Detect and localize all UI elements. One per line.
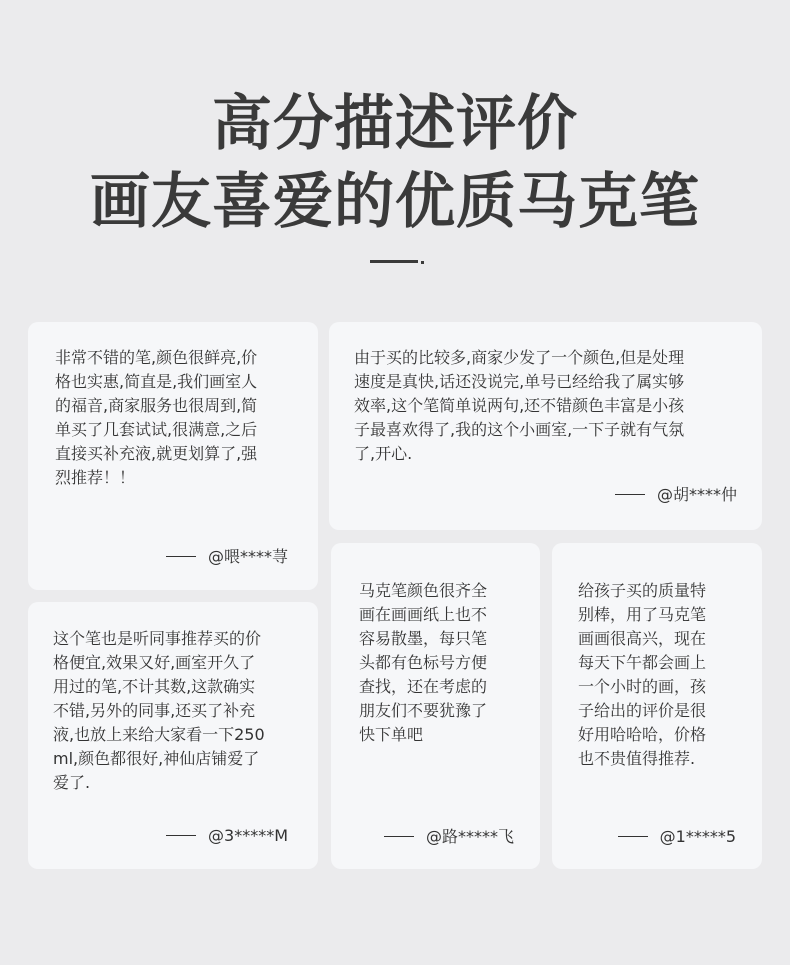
author-dash: [384, 836, 414, 838]
review-card: [552, 543, 762, 869]
author-name: @胡****仲: [656, 485, 737, 504]
review-author: [618, 825, 736, 849]
review-author: [384, 825, 514, 849]
author-name: @1*****5: [659, 827, 736, 846]
author-dash: [166, 556, 196, 558]
review-card: [28, 602, 318, 869]
author-name: @3*****M: [208, 826, 288, 845]
author-name: @路*****飞: [425, 827, 514, 846]
review-text: 非常不错的笔,颜色很鲜亮,价 格也实惠,简直是,我们画室人 的福音,商家服务也很周到,简 单买了几套试试,很满意,之后 直接买补充液,就更划算了,强 烈推荐！！: [55, 348, 258, 487]
review-card: [28, 322, 318, 590]
author-dash: [166, 835, 196, 837]
title-divider: [370, 260, 418, 263]
review-author: [166, 824, 288, 848]
author-dash: [618, 836, 648, 838]
page-title-line-2: 画友喜爱的优质马克笔: [90, 167, 700, 237]
review-text: 给孩子买的质量特 别棒，用了马克笔 画画很高兴，现在 每天下午都会画上 一个小时的画，孩 子给出的评价是很 好用哈哈哈，价格 也不贵值得推荐.: [578, 581, 707, 768]
review-author: [615, 483, 737, 507]
review-card: [329, 322, 762, 530]
review-text: 这个笔也是听同事推荐买的价 格便宜,效果又好,画室开久了 用过的笔,不计其数,这款确实 不错,另外的同事,还买了补充 液,也放上来给大家看一下250 ml,颜色都很好,神仙店铺爱了 爱了.: [53, 629, 265, 792]
author-name: @喂****荨: [207, 547, 288, 566]
page-title-line-1: 高分描述评价: [212, 89, 578, 159]
review-card: [331, 543, 540, 869]
title-divider-dot: [421, 261, 424, 264]
review-text: 马克笔颜色很齐全 画在画画纸上也不 容易散墨，每只笔 头都有色标号方便 查找，还在考虑的 朋友们不要犹豫了 快下单吧: [359, 581, 488, 744]
review-text: 由于买的比较多,商家少发了一个颜色,但是处理 速度是真快,话还没说完,单号已经给我了属实够 效率,这个笔简单说两句,还不错颜色丰富是小孩 子最喜欢得了,我的这个小画室,一下子就有气氛 了,开心.: [354, 348, 685, 463]
author-dash: [615, 494, 645, 496]
review-author: [166, 545, 288, 569]
